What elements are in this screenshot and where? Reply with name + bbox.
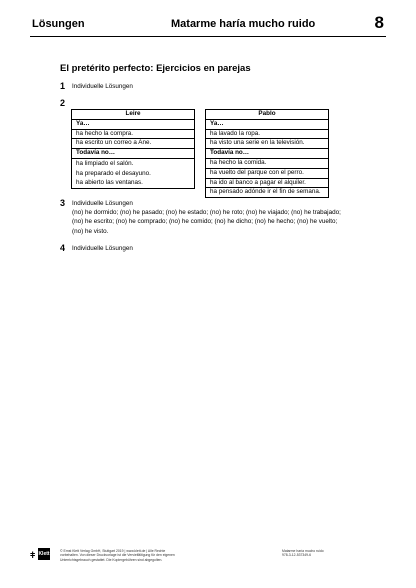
page-number: 8 xyxy=(374,13,384,32)
task-3-line: (no) he visto. xyxy=(72,227,109,235)
pablo-ya-label: Ya… xyxy=(206,119,329,129)
page-footer xyxy=(30,548,386,564)
task-3-body xyxy=(72,199,341,236)
pablo-todavia-item: ha pensado adónde ir el fin de semana. xyxy=(206,188,329,198)
leire-header: Leire xyxy=(72,110,195,120)
task-4-text: Individuelle Lösungen xyxy=(72,245,133,252)
leire-todavia-label: Todavía no… xyxy=(72,149,195,159)
pablo-ya-item: ha visto una serie en la televisión. xyxy=(206,139,329,149)
unit-title: Matarme haría mucho ruido xyxy=(171,18,316,30)
footer-title: Matarme haría mucho ruido xyxy=(282,549,324,553)
leire-todavia-item: ha preparado el desayuno. xyxy=(76,169,151,177)
leire-table xyxy=(71,109,195,189)
page-title: El pretérito perfecto: Ejercicios en parejas xyxy=(60,63,251,74)
pablo-ya-item: ha lavado la ropa. xyxy=(206,129,329,139)
pablo-todavia-label: Todavía no… xyxy=(206,149,329,159)
task-3-line: (no) he dormido; (no) he pasado; (no) he estado; (no) he roto; (no) he viajado; (no) he trabajado; xyxy=(72,209,341,217)
pablo-todavia-item: ha hecho la comida. xyxy=(206,158,329,168)
copyright-line: Unterrichtsgebrauch gestattet. Die Kopiergebühren sind abgegolten. xyxy=(60,557,163,562)
section-label: Lösungen xyxy=(32,18,85,30)
page-header xyxy=(30,14,386,37)
task-3-intro: Individuelle Lösungen xyxy=(72,200,133,207)
task-3-number: 3 xyxy=(60,198,66,208)
task-3-line: (no) he escrito; (no) he comprado; (no) he comido; (no) he dicho; (no) he hecho; (no) he vuelto; xyxy=(72,218,338,226)
leire-ya-label: Ya… xyxy=(72,119,195,129)
leire-todavia-cell xyxy=(72,158,195,188)
leire-todavia-item: ha limpiado el salón. xyxy=(76,159,134,167)
klett-logo-text: Klett xyxy=(38,548,50,560)
leire-ya-item: ha escrito un correo a Ane. xyxy=(72,139,195,149)
task-4-number: 4 xyxy=(60,243,66,253)
task-1-number: 1 xyxy=(60,81,66,91)
pablo-table xyxy=(205,109,329,198)
pablo-header: Pablo xyxy=(206,110,329,120)
task-1-text: Individuelle Lösungen xyxy=(72,83,133,90)
footer-reference xyxy=(282,549,324,558)
copyright-line: vorbehalten. Von dieser Druckvorlage ist die Vervielfältigung für den eigenen xyxy=(60,553,175,558)
leire-ya-item: ha hecho la compra. xyxy=(72,129,195,139)
klett-mark-icon: ǂ xyxy=(30,550,36,560)
klett-logo xyxy=(30,548,50,562)
task-2-number: 2 xyxy=(60,98,66,108)
footer-isbn: 978-3-12-537349-6 xyxy=(282,553,312,558)
pablo-todavia-item: ha ido al banco a pagar el alquiler. xyxy=(206,178,329,188)
leire-todavia-item: ha abierto las ventanas. xyxy=(76,179,143,187)
pablo-todavia-item: ha vuelto del parque con el perro. xyxy=(206,168,329,178)
copyright-text xyxy=(60,549,210,562)
copyright-line: © Ernst Klett Verlag GmbH, Stuttgart 2019 | www.klett.de | Alle Rechte xyxy=(60,549,166,553)
